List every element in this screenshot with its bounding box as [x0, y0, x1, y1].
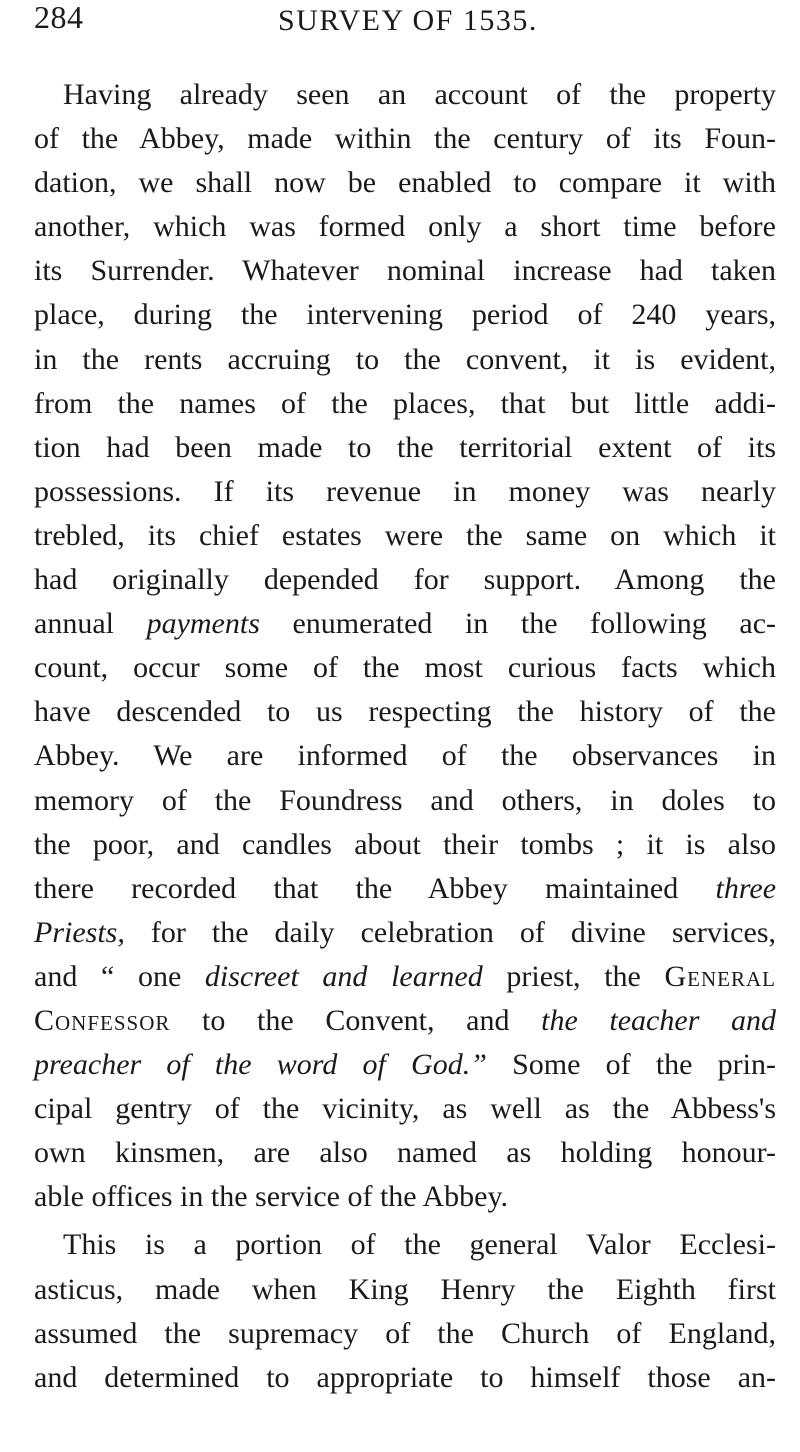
small-caps-text: Confessor — [34, 1003, 171, 1037]
text-line: able offices in the service of the Abbey. — [34, 1180, 508, 1214]
text-line — [34, 1043, 776, 1087]
text-line: and determined to appropriate to himself those an- — [34, 1360, 776, 1394]
text-line: place, during the intervening period of 240 years, — [34, 298, 776, 332]
text-line: trebled, its chief estates were the same on which it — [34, 518, 776, 552]
italic-text: three — [715, 871, 777, 905]
text-line: memory of the Foundress and others, in doles to — [34, 783, 776, 817]
page-header — [34, 0, 776, 44]
text-line: in the rents accruing to the convent, it is evident, — [34, 342, 776, 376]
text-line: Having already seen an account of the property — [63, 78, 776, 111]
text-run: there recorded that the Abbey maintained — [34, 871, 679, 905]
text-run: for the daily celebration of divine services, — [150, 915, 776, 949]
text-run: to the Convent, and — [202, 1003, 510, 1037]
running-head: SURVEY OF 1535. — [278, 4, 538, 37]
text-run: Some of the prin- — [512, 1048, 776, 1082]
text-line: another, which was formed only a short time before — [34, 210, 776, 244]
text-run: and “ one — [34, 959, 182, 993]
text-line — [34, 602, 776, 646]
text-line: cipal gentry of the vicinity, as well as the Abbess's — [34, 1092, 776, 1126]
italic-text: discreet and learned — [204, 959, 483, 993]
italic-text: preacher of the word of God.” — [34, 1048, 487, 1082]
text-line: assumed the supremacy of the Church of England, — [34, 1316, 776, 1350]
text-line — [34, 999, 776, 1043]
body-text — [34, 73, 776, 1400]
text-line — [34, 911, 776, 955]
small-caps-text: General — [664, 959, 777, 993]
italic-text: the teacher and — [541, 1003, 777, 1037]
text-line: count, occur some of the most curious facts which — [34, 651, 776, 685]
text-line: had originally depended for support. Among the — [34, 563, 776, 597]
text-line — [34, 955, 776, 999]
text-line: asticus, made when King Henry the Eighth first — [34, 1272, 776, 1306]
text-run: enumerated in the following ac- — [292, 607, 777, 641]
text-line: have descended to us respecting the history of the — [34, 695, 776, 729]
text-line: its Surrender. Whatever nominal increase had taken — [34, 254, 776, 288]
italic-text: payments — [146, 607, 260, 641]
text-line: the poor, and candles about their tombs ; it is also — [34, 827, 776, 861]
text-line: from the names of the places, that but little addi- — [34, 386, 776, 420]
text-line: dation, we shall now be enabled to compare it with — [34, 166, 776, 200]
page-number: 284 — [34, 0, 84, 35]
text-line: Abbey. We are informed of the observances in — [34, 739, 776, 773]
text-run: priest, the — [506, 959, 641, 993]
italic-text: Priests, — [34, 915, 125, 949]
text-run: annual — [34, 607, 114, 641]
text-line: own kinsmen, are also named as holding honour- — [34, 1136, 776, 1170]
text-line: tion had been made to the territorial extent of its — [34, 430, 776, 464]
text-line — [34, 867, 776, 911]
paragraph-2 — [34, 1223, 776, 1399]
text-line: This is a portion of the general Valor Ecclesi- — [63, 1228, 776, 1262]
text-line: of the Abbey, made within the century of its Foun- — [34, 122, 776, 156]
paragraph-1 — [34, 73, 776, 1219]
text-line: possessions. If its revenue in money was nearly — [34, 474, 776, 508]
